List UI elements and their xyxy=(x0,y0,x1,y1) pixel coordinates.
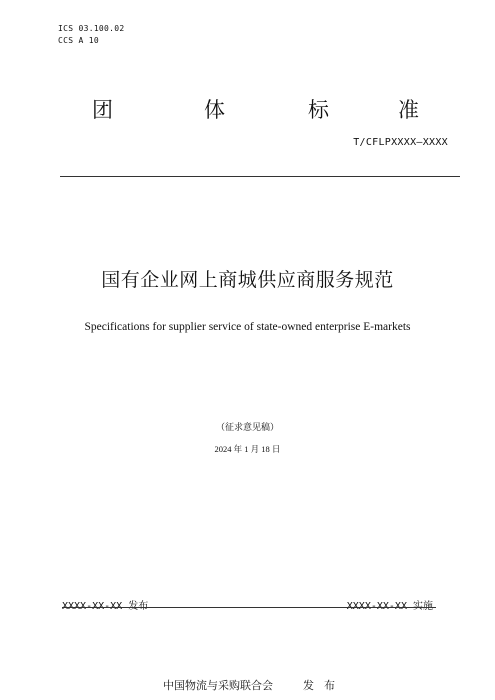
title-english: Specifications for supplier service of state-owned enterprise E-markets xyxy=(84,321,411,333)
ics-code: ICS 03.100.02 xyxy=(58,24,125,33)
issue-label: 发布 xyxy=(303,679,345,692)
ccs-code: CCS A 10 xyxy=(58,36,99,45)
issuer-name: 中国物流与采购联合会 xyxy=(163,679,273,692)
title-chinese: 国有企业网上商城供应商服务规范 xyxy=(101,269,394,291)
header-divider xyxy=(60,176,460,177)
footer-divider xyxy=(62,607,436,608)
implement-date: XXXX-XX-XX 实施 xyxy=(346,601,433,612)
publish-date: XXXX-XX-XX 发布 xyxy=(62,601,149,612)
banner-char-4: 准 xyxy=(398,98,419,122)
banner-char-3: 标 xyxy=(308,98,329,122)
banner-char-1: 团 xyxy=(92,98,113,122)
banner-char-2: 体 xyxy=(204,98,225,122)
draft-date: 2024 年 1 月 18 日 xyxy=(214,444,281,454)
draft-label: （征求意见稿） xyxy=(215,422,279,432)
standard-number: T/CFLPXXXX—XXXX xyxy=(353,137,448,148)
